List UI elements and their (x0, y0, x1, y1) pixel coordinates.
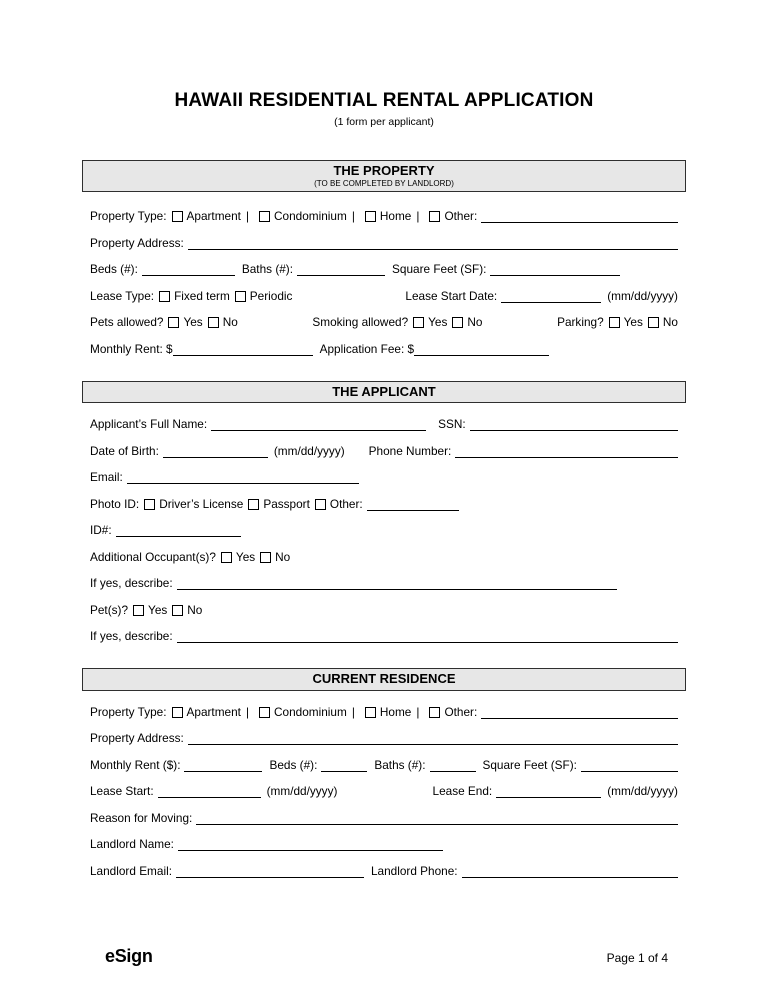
residence-address-label: Property Address: (90, 731, 184, 746)
pets-describe-label: If yes, describe: (90, 629, 173, 644)
residence-monthly-rent-field[interactable] (184, 759, 262, 772)
page-subtitle: (1 form per applicant) (334, 116, 434, 128)
residence-baths-field[interactable] (430, 759, 476, 772)
reason-for-moving-label: Reason for Moving: (90, 810, 193, 825)
additional-occupants-row (90, 550, 678, 564)
beds-label: Beds (#): (90, 262, 138, 277)
square-feet-label: Square Feet (SF): (392, 262, 487, 277)
applicant-email-row (90, 470, 678, 484)
landlord-contact-row (90, 864, 678, 878)
phone-number-label: Phone Number: (368, 443, 452, 458)
square-feet-field[interactable] (490, 263, 620, 276)
ssn-field[interactable] (470, 418, 678, 431)
property-type-apartment-label: Apartment (186, 209, 241, 224)
applicant-pets-row (90, 603, 678, 617)
reason-for-moving-row (90, 811, 678, 825)
reason-for-moving-field[interactable] (196, 812, 678, 825)
document-header (0, 0, 768, 128)
date-of-birth-label: Date of Birth: (90, 443, 159, 458)
applicant-pets-no-checkbox[interactable] (172, 605, 183, 616)
pets-allowed-label: Pets allowed? (90, 315, 164, 330)
separator-pipe: | (416, 704, 420, 719)
separator-pipe: | (351, 704, 355, 719)
pets-describe-row (90, 629, 678, 643)
residence-type-apartment-checkbox[interactable] (172, 707, 183, 718)
parking-no-checkbox[interactable] (648, 317, 659, 328)
residence-type-other-field[interactable] (481, 706, 678, 719)
separator-pipe: | (351, 209, 355, 224)
residence-baths-label: Baths (#): (374, 757, 426, 772)
property-type-row (90, 209, 678, 223)
applicant-section-title: THE APPLICANT (332, 383, 436, 399)
photo-id-other-label: Other: (329, 496, 363, 511)
landlord-phone-field[interactable] (462, 865, 678, 878)
property-type-condominium-label: Condominium (274, 209, 347, 224)
occupants-describe-row (90, 576, 678, 590)
lease-start-date-label: Lease Start Date: (405, 288, 498, 303)
applicant-name-row (90, 417, 678, 431)
residence-type-condominium-checkbox[interactable] (259, 707, 270, 718)
id-number-label: ID#: (90, 523, 112, 538)
applicant-pets-no-label: No (187, 602, 203, 617)
date-of-birth-format: (mm/dd/yyyy) (273, 443, 345, 458)
landlord-name-label: Landlord Name: (90, 837, 174, 852)
page-indicator: Page 1 of 4 (606, 951, 668, 965)
applicant-pets-yes-checkbox[interactable] (133, 605, 144, 616)
beds-field[interactable] (142, 263, 235, 276)
application-fee-label: Application Fee: $ (319, 341, 415, 356)
parking-label: Parking? (557, 315, 604, 330)
applicant-pets-label: Pet(s)? (90, 602, 129, 617)
residence-lease-start-format: (mm/dd/yyyy) (266, 784, 338, 799)
separator-pipe: | (416, 209, 420, 224)
residence-type-other-label: Other: (444, 704, 478, 719)
property-type-other-checkbox[interactable] (429, 211, 440, 222)
parking-yes-checkbox[interactable] (609, 317, 620, 328)
occupants-yes-checkbox[interactable] (221, 552, 232, 563)
residence-beds-label: Beds (#): (269, 757, 318, 772)
property-address-field[interactable] (188, 237, 678, 250)
pets-allowed-no-label: No (222, 315, 238, 330)
smoking-allowed-yes-label: Yes (428, 315, 448, 330)
property-type-home-label: Home (379, 209, 412, 224)
photo-id-row (90, 497, 678, 511)
applicant-section-header (82, 381, 686, 404)
occupants-no-checkbox[interactable] (260, 552, 271, 563)
phone-number-field[interactable] (455, 445, 678, 458)
lease-start-date-field[interactable] (501, 290, 601, 303)
property-type-other-field[interactable] (481, 210, 678, 223)
residence-lease-start-group (90, 784, 337, 798)
photo-id-passport-checkbox[interactable] (248, 499, 259, 510)
residence-type-home-checkbox[interactable] (365, 707, 376, 718)
residence-lease-end-field[interactable] (496, 785, 601, 798)
residence-type-home-label: Home (379, 704, 412, 719)
email-field[interactable] (127, 471, 359, 484)
residence-rows (82, 705, 686, 878)
baths-field[interactable] (297, 263, 385, 276)
residence-section-header (82, 668, 686, 691)
landlord-email-field[interactable] (176, 865, 364, 878)
property-type-other-label: Other: (444, 209, 478, 224)
photo-id-label: Photo ID: (90, 496, 140, 511)
occupants-no-label: No (275, 549, 291, 564)
baths-label: Baths (#): (241, 262, 294, 277)
parking-group (557, 315, 678, 329)
residence-square-feet-field[interactable] (581, 759, 678, 772)
property-type-apartment-checkbox[interactable] (172, 211, 183, 222)
smoking-allowed-group (312, 315, 482, 329)
ssn-label: SSN: (438, 417, 466, 432)
landlord-name-row (90, 837, 678, 851)
section-property (82, 160, 686, 356)
property-type-home-checkbox[interactable] (365, 211, 376, 222)
additional-occupants-label: Additional Occupant(s)? (90, 549, 216, 564)
property-section-header (82, 160, 686, 192)
esign-logo: eSign (105, 946, 153, 966)
smoking-allowed-no-checkbox[interactable] (452, 317, 463, 328)
residence-type-row (90, 705, 678, 719)
property-rows (82, 209, 686, 356)
photo-id-other-field[interactable] (367, 498, 459, 511)
property-size-row (90, 262, 678, 276)
property-section-title: THE PROPERTY (333, 163, 435, 178)
id-number-row (90, 523, 678, 537)
lease-periodic-checkbox[interactable] (235, 291, 246, 302)
id-number-field[interactable] (116, 524, 241, 537)
landlord-email-label: Landlord Email: (90, 863, 172, 878)
lease-start-group (405, 289, 678, 303)
residence-lease-row (90, 784, 678, 798)
occupants-describe-label: If yes, describe: (90, 576, 173, 591)
application-fee-field[interactable] (414, 343, 549, 356)
smoking-allowed-label: Smoking allowed? (312, 315, 409, 330)
page-footer (0, 946, 768, 967)
full-name-label: Applicant’s Full Name: (90, 417, 208, 432)
pets-allowed-group (90, 315, 238, 329)
passport-label: Passport (263, 496, 310, 511)
lease-type-group (90, 289, 292, 303)
occupants-describe-field[interactable] (177, 577, 617, 590)
landlord-phone-label: Landlord Phone: (370, 863, 458, 878)
full-name-field[interactable] (211, 418, 426, 431)
residence-lease-end-label: Lease End: (432, 784, 493, 799)
property-type-label: Property Type: (90, 209, 167, 224)
property-section-subtitle: (TO BE COMPLETED BY LANDLORD) (314, 178, 454, 188)
residence-lease-end-group (433, 784, 678, 798)
page-title: HAWAII RESIDENTIAL RENTAL APPLICATION (174, 90, 594, 111)
residence-details-row (90, 758, 678, 772)
pets-allowed-yes-checkbox[interactable] (168, 317, 179, 328)
residence-lease-end-format: (mm/dd/yyyy) (607, 784, 678, 799)
landlord-name-field[interactable] (178, 838, 443, 851)
separator-pipe: | (245, 704, 250, 719)
residence-monthly-rent-label: Monthly Rent ($): (90, 757, 181, 772)
photo-id-other-checkbox[interactable] (315, 499, 326, 510)
smoking-allowed-no-label: No (467, 315, 483, 330)
drivers-license-label: Driver’s License (159, 496, 244, 511)
photo-id-drivers-license-checkbox[interactable] (144, 499, 155, 510)
date-of-birth-field[interactable] (163, 445, 268, 458)
property-questions-row (90, 315, 678, 329)
applicant-dob-row (90, 444, 678, 458)
email-label: Email: (90, 470, 123, 485)
property-address-label: Property Address: (90, 235, 184, 250)
occupants-yes-label: Yes (235, 549, 256, 564)
residence-lease-start-field[interactable] (158, 785, 261, 798)
residence-address-row (90, 731, 678, 745)
smoking-allowed-yes-checkbox[interactable] (413, 317, 424, 328)
residence-address-field[interactable] (188, 732, 678, 745)
lease-type-label: Lease Type: (90, 288, 155, 303)
form-content (82, 160, 686, 878)
residence-type-other-checkbox[interactable] (429, 707, 440, 718)
residence-type-condominium-label: Condominium (274, 704, 347, 719)
residence-type-apartment-label: Apartment (186, 704, 241, 719)
applicant-rows (82, 417, 686, 643)
parking-yes-label: Yes (623, 315, 643, 330)
lease-fixed-term-label: Fixed term (174, 288, 230, 303)
residence-square-feet-label: Square Feet (SF): (482, 757, 577, 772)
lease-periodic-label: Periodic (249, 288, 293, 303)
lease-type-row (90, 289, 678, 303)
property-type-condominium-checkbox[interactable] (259, 211, 270, 222)
pets-allowed-yes-label: Yes (183, 315, 203, 330)
parking-no-label: No (662, 315, 678, 330)
residence-section-title: CURRENT RESIDENCE (312, 671, 456, 687)
pets-describe-field[interactable] (177, 630, 678, 643)
lease-start-date-format: (mm/dd/yyyy) (607, 288, 678, 303)
rent-fee-row (90, 342, 678, 356)
section-current-residence (82, 668, 686, 878)
section-applicant (82, 381, 686, 644)
monthly-rent-field[interactable] (173, 343, 313, 356)
monthly-rent-label: Monthly Rent: $ (90, 341, 173, 356)
pets-allowed-no-checkbox[interactable] (208, 317, 219, 328)
residence-lease-start-label: Lease Start: (90, 784, 154, 799)
property-address-row (90, 236, 678, 250)
residence-beds-field[interactable] (321, 759, 367, 772)
lease-fixed-term-checkbox[interactable] (159, 291, 170, 302)
separator-pipe: | (245, 209, 250, 224)
applicant-pets-yes-label: Yes (148, 602, 168, 617)
residence-type-label: Property Type: (90, 704, 167, 719)
